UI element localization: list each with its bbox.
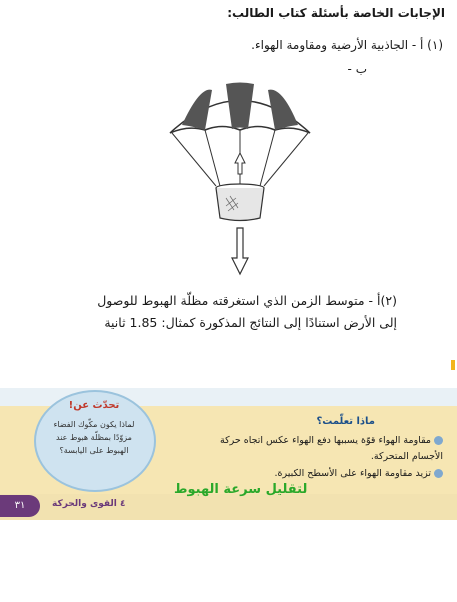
- learned-point-2: [203, 468, 443, 479]
- answer-1a: (١) أ - الجاذبية الأرضية ومقاومة الهواء.: [251, 38, 443, 52]
- talk-about-question: لماذا يكون مكّوك الفضاء مزوّدًا بمظلّة هبوط عند الهبوط على اليابسة؟: [53, 420, 135, 455]
- talk-about-title: تحدّث عن!: [68, 400, 120, 411]
- summary-banner: [0, 388, 457, 520]
- bullet-icon: [434, 469, 443, 478]
- answer-2a-line2: إلى الأرض استنادًا إلى النتائج المذكورة كمثال: 1.85 ثانية: [104, 315, 397, 330]
- what-learned-title: ماذا تعلّمت؟: [316, 416, 375, 427]
- answer-1b-label: ب -: [347, 62, 367, 76]
- page-number-tab: ٣١: [0, 495, 40, 517]
- chapter-label: ٤ القوى والحركة: [52, 499, 126, 509]
- learned-point-1: [203, 433, 443, 465]
- margin-marker: [451, 360, 455, 370]
- handwritten-answer: لتقليل سرعة الهبوط: [174, 482, 308, 497]
- answer-2a: [67, 290, 397, 334]
- answers-heading: الإجابات الخاصة بأسئلة كتاب الطالب:: [227, 6, 445, 20]
- parachute-illustration: [160, 78, 320, 283]
- bullet-icon: [434, 436, 443, 445]
- learned-point-1-text: مقاومة الهواء قوّة يسببها دفع الهواء عكس اتجاه حركة الأجسام المتحركة.: [220, 435, 443, 462]
- answer-2a-line1: (٢)أ - متوسط الزمن الذي استغرقته مظلّة الهبوط للوصول: [97, 293, 397, 308]
- learned-point-2-text: تزيد مقاومة الهواء على الأسطح الكبيرة.: [274, 468, 431, 479]
